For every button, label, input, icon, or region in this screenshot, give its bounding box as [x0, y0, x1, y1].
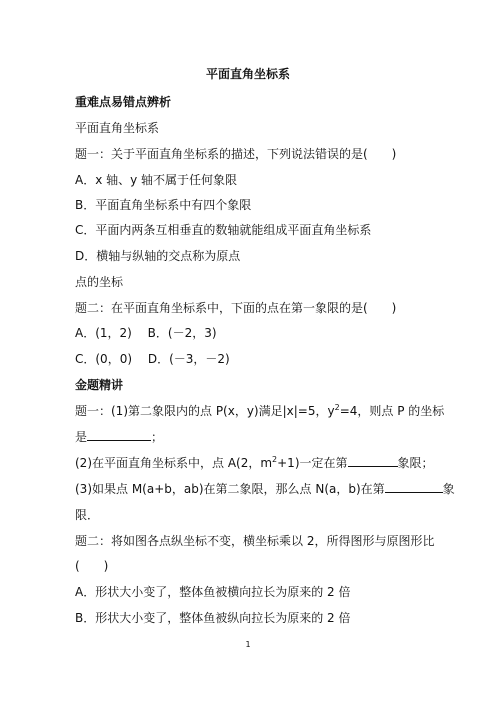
question-3-line-3-end: 象限； — [397, 456, 434, 470]
question-3-line-2-text: 是 — [75, 430, 88, 444]
page-number: 1 — [245, 640, 251, 649]
superscript: 2 — [272, 455, 278, 464]
superscript: 2 — [334, 403, 340, 412]
subsection-coordinate-system: 平面直角坐标系 — [75, 121, 160, 135]
question-3-line-1-text-b: =4，则点 P 的坐标 — [339, 404, 445, 418]
question-3-line-4-end: 象 — [442, 482, 455, 496]
question-4-stem-2: ( ) — [75, 559, 109, 573]
section-heading-key-points: 重难点易错点辨析 — [75, 95, 172, 109]
question-3-line-1-text-a: 题一：(1)第二象限内的点 P(x，y)满足|x|=5，y — [75, 404, 335, 418]
question-1-stem: 题一：关于平面直角坐标系的描述，下列说法错误的是( ) — [75, 147, 397, 161]
question-4-option-a: A．形状大小变了，整体鱼被横向拉长为原来的 2 倍 — [75, 585, 351, 599]
question-2-options-row-1: A．(1，2) B．(－2，3) — [75, 326, 217, 340]
question-3-line-3 — [75, 455, 434, 471]
question-3-line-3-text-b: +1)一定在第 — [277, 456, 348, 470]
section-heading-featured: 金题精讲 — [75, 378, 124, 392]
question-3-line-4 — [75, 481, 455, 497]
question-4-option-b: B．形状大小变了，整体鱼被纵向拉长为原来的 2 倍 — [75, 611, 351, 625]
question-2-options-row-2: C．(0，0) D．(－3，－2) — [75, 352, 230, 366]
question-3-line-5: 限． — [75, 508, 100, 522]
question-3-line-3-text-a: (2)在平面直角坐标系中，点 A(2，m — [75, 456, 273, 470]
subsection-point-coordinates: 点的坐标 — [75, 275, 124, 289]
question-1-option-d: D．横轴与纵轴的交点称为原点 — [75, 249, 241, 263]
question-3-line-2-end: ； — [151, 430, 164, 444]
answer-blank — [385, 481, 443, 493]
question-4-stem: 题二：将如图各点纵坐标不变，横坐标乘以 2，所得图形与原图形比 — [75, 534, 435, 548]
page-title: 平面直角坐标系 — [205, 67, 290, 81]
answer-blank — [348, 455, 398, 467]
question-3-line-1 — [75, 403, 444, 419]
question-2-stem: 题二：在平面直角坐标系中，下面的点在第一象限的是( ) — [75, 301, 397, 315]
question-1-option-a: A．x 轴、y 轴不属于任何象限 — [75, 173, 238, 187]
question-1-option-c: C．平面内两条互相垂直的数轴就能组成平面直角坐标系 — [75, 223, 372, 237]
question-1-option-b: B．平面直角坐标系中有四个象限 — [75, 198, 252, 212]
question-3-line-4-text: (3)如果点 M(a+b，ab)在第二象限，那么点 N(a，b)在第 — [75, 482, 385, 496]
answer-blank — [87, 429, 151, 441]
question-3-line-2 — [75, 429, 163, 445]
